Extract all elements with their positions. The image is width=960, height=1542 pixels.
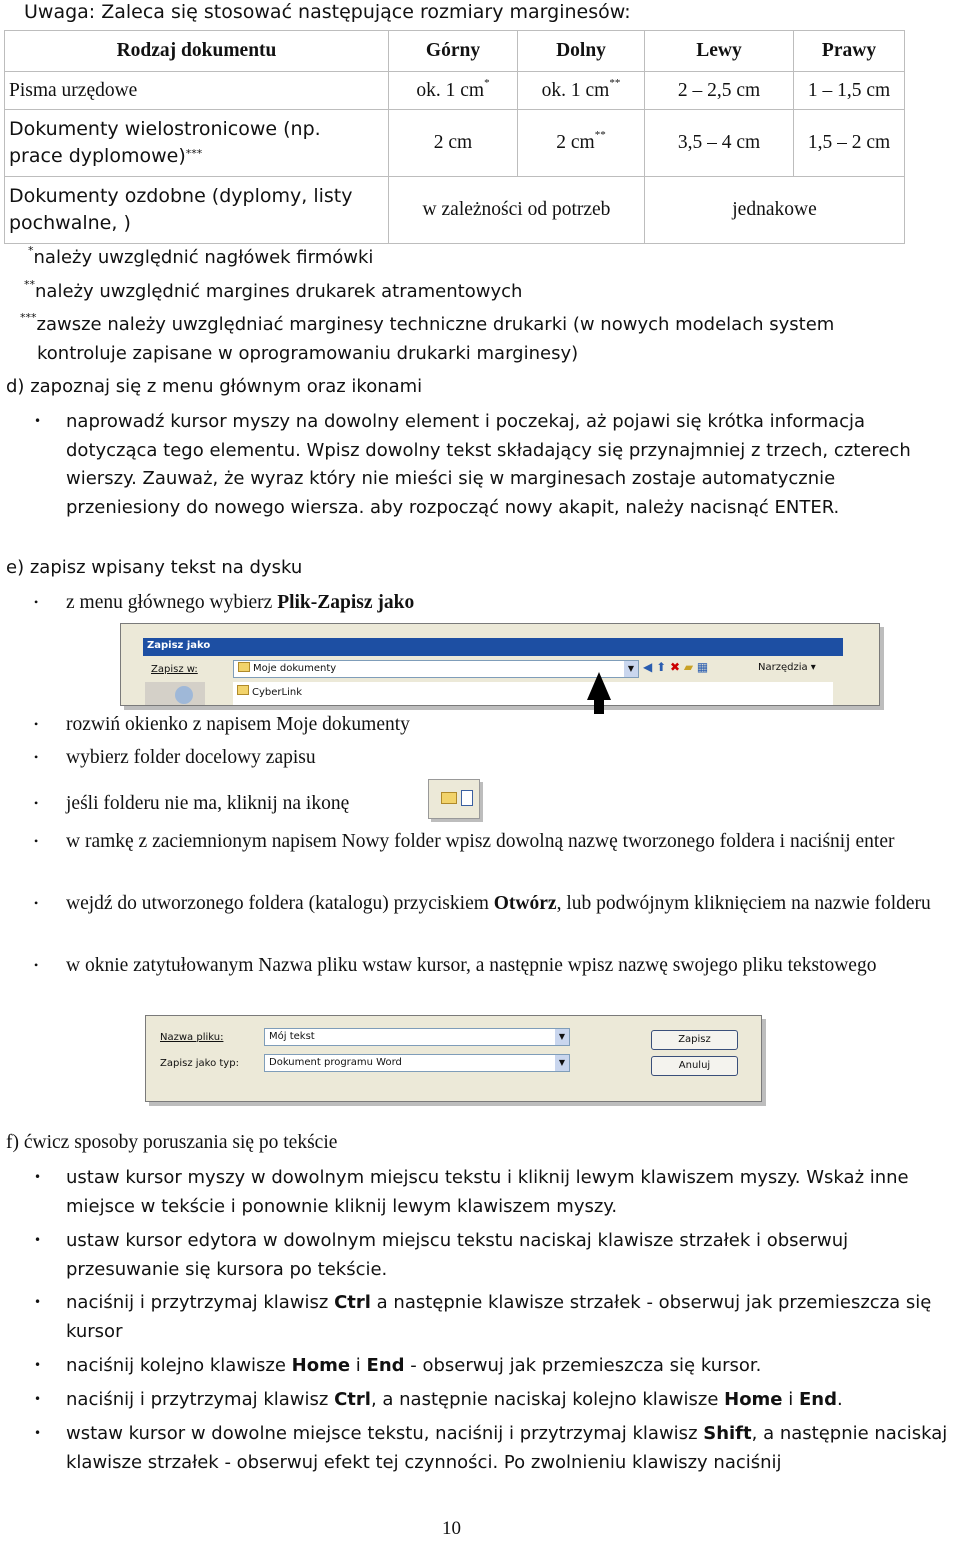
bullet: • [34,750,39,764]
header-doc-type: Rodzaj dokumentu [5,31,389,72]
button-name: Otwórz [493,893,557,914]
filename-value: Mój tekst [269,1031,315,1042]
key-name: Ctrl [334,1292,371,1313]
footnote-3-cont: kontroluje zapisane w oprogramowaniu drukarki marginesy) [37,343,579,364]
list-item-text: w oknie zatytułowanym Nazwa pliku wstaw kursor, a następnie wpisz nazwę swojego pliku tekstowego [66,955,877,976]
text-run: wejdź do utworzonego foldera (katalogu) przyciskiem [66,893,494,914]
text-run: . [836,1389,843,1410]
table-row [5,110,905,177]
file-list [233,682,833,705]
list-item-text [66,890,958,919]
new-folder-icon [441,792,457,804]
key-name: Shift [703,1423,752,1444]
cell-right: 1 – 1,5 cm [794,72,905,110]
list-item-text: rozwiń okienko z napisem Moje dokumenty [66,714,410,735]
new-folder-icon[interactable]: ▰ [683,660,694,674]
chevron-down-icon[interactable]: ▼ [555,1029,569,1045]
save-in-value: Moje dokumenty [253,663,337,674]
history-icon[interactable] [175,686,193,704]
footnote-1 [28,244,374,268]
delete-icon[interactable]: ✖ [669,660,681,674]
footnote-mark: ** [594,129,606,141]
save-in-label: Zapisz w: [151,664,198,675]
header-left: Lewy [645,31,794,72]
chevron-down-icon[interactable]: ▼ [555,1055,569,1071]
chevron-down-icon[interactable]: ▼ [624,661,638,677]
section-f-heading [6,1132,337,1154]
footnote-text: należy uwzględnić nagłówek firmówki [33,247,374,268]
footnote-mark: * [484,76,490,89]
header-bottom: Dolny [518,31,645,72]
toolbar-icons[interactable] [643,660,708,674]
list-item-text: naprowadź kursor myszy na dowolny element i poczekaj, aż pojawi się krótka informacja dotycząca tego elementu. Wpisz dowolny tekst składający się przynajmniej z trzech, czterech wierszy. Zauważ, że wyraz który nie mieści się w marginesach zostaje automatycznie przeniesiony do nowego wiersza. aby rozpocząć nowy akapit, należy nacisnąć ENTER. [66,411,911,518]
cell-doc-type [5,177,389,244]
filename-input[interactable] [264,1028,570,1046]
cell-bottom-value: ok. 1 cm [541,79,610,101]
cell-bottom-value: 2 cm [556,132,595,153]
bullet: • [34,1170,42,1184]
section-label: d) [6,376,25,397]
dialog-titlebar: Zapisz jako [143,638,843,656]
footnote-2 [24,278,523,302]
folder-icon [237,685,249,695]
cell-top-bottom: w zależności od potrzeb [389,177,645,244]
bullet: • [34,595,39,609]
folder-name: CyberLink [252,687,302,698]
footnote-mark: *** [185,147,203,160]
table-header-row [5,31,905,72]
cell-doc-type [5,110,389,177]
footnote-text: należy uwzględnić margines drukarek atramentowych [35,281,523,302]
intro-text: Uwaga: Zaleca się stosować następujące rozmiary marginesów: [24,1,631,23]
text-run: naciśnij i przytrzymaj klawisz [66,1389,335,1410]
cell-top: 2 cm [389,110,518,177]
section-d-heading [6,376,422,397]
footnote-3 [20,311,835,335]
text-run: z menu głównego wybierz [66,592,278,613]
footnote-mark: *** [20,311,37,324]
page-number: 10 [442,1518,461,1539]
list-item-text: ustaw kursor myszy w dowolnym miejscu tekstu i kliknij lewym klawiszem myszy. Wskaż inne miejsce w tekście i ponownie kliknij lewym klawiszem myszy. [66,1167,909,1217]
section-title: zapisz wpisany tekst na dysku [29,557,303,578]
bullet: • [34,1358,42,1372]
list-item-text: wybierz folder docelowy zapisu [66,747,316,768]
key-name: End [366,1355,405,1376]
section-label: e) [6,557,25,578]
list-item-text: ustaw kursor edytora w dowolnym miejscu tekstu naciskaj klawisze strzałek i obserwuj przesuwanie się kursora po tekście. [66,1230,849,1280]
list-item-text [66,589,958,618]
footnote-mark: * [28,244,34,257]
folder-icon [238,662,250,672]
bullet: • [34,1426,42,1440]
tools-label: Narzędzia [758,662,808,673]
bullet: • [34,896,39,910]
text-run: i [350,1355,367,1376]
text-run: , a następnie naciskaj klawisze strzałek - obserwuj efekt tej czynności. Po zwolnieniu klawiszy naciśnij [66,1423,948,1473]
cell-line: prace dyplomowe) [9,145,186,167]
section-title: ćwicz sposoby poruszania się po tekście [23,1132,338,1153]
menu-command: Plik-Zapisz jako [277,592,415,613]
footnote-mark: ** [24,278,35,291]
cancel-button[interactable]: Anuluj [651,1056,738,1076]
cell-doc-type: Pisma urzędowe [5,72,389,110]
cell-top [389,72,518,110]
save-as-dialog-screenshot [120,623,880,706]
bullet: • [34,1295,42,1309]
cell-line: Dokumenty wielostronicowe (np. [9,118,321,140]
cell-line: pochwalne, ) [9,212,131,234]
table-row [5,177,905,244]
list-item-text: w ramkę z zaciemnionym napisem Nowy folder wpisz dowolną nazwę tworzonego foldera i naciśnij enter [66,831,895,852]
cell-left: 3,5 – 4 cm [645,110,794,177]
bullet: • [34,796,39,810]
cell-bottom [518,72,645,110]
cell-top-value: ok. 1 cm [416,79,485,101]
new-folder-icon-image [428,779,480,819]
text-run: naciśnij kolejno klawisze [66,1355,292,1376]
dialog-body [143,638,843,705]
save-button[interactable]: Zapisz [651,1030,738,1050]
filename-dialog-screenshot [145,1015,762,1102]
bullet: • [34,1233,42,1247]
section-label: f) [6,1132,19,1153]
file-type-select[interactable] [264,1054,570,1072]
filename-label: Nazwa pliku: [160,1032,224,1043]
header-top: Górny [389,31,518,72]
margins-table [4,30,905,244]
bullet: • [34,958,39,972]
cell-right: 1,5 – 2 cm [794,110,905,177]
key-name: Home [291,1355,351,1376]
key-name: Home [724,1389,783,1410]
list-item-text [66,1386,958,1415]
footnote-mark: ** [609,76,621,89]
save-in-combo[interactable] [233,660,639,678]
bullet: • [34,717,39,731]
table-row [5,72,905,110]
header-right: Prawy [794,31,905,72]
text-run: i [782,1389,799,1410]
cell-line: Dokumenty ozdobne (dyplomy, listy [9,185,353,207]
text-run: naciśnij i przytrzymaj klawisz [66,1292,335,1313]
text-run: - obserwuj jak przemieszcza się kursor. [404,1355,762,1376]
footnote-text: zawsze należy uwzględniać marginesy techniczne drukarki (w nowych modelach system [36,314,835,335]
pointer-arrow-icon [584,670,614,716]
bullet: • [34,834,39,848]
list-item-text [66,1352,958,1381]
file-type-value: Dokument programu Word [269,1057,402,1068]
text-run: , lub podwójnym kliknięciem na nazwie folderu [556,893,931,914]
key-name: Ctrl [334,1389,371,1410]
bullet: • [34,1392,42,1406]
list-item[interactable] [237,685,302,698]
text-run: a następnie klawisze strzałek - obserwuj jak przemieszcza się kursor [66,1292,932,1342]
section-e-heading [6,557,302,578]
key-name: End [798,1389,837,1410]
cell-left: 2 – 2,5 cm [645,72,794,110]
file-type-label: Zapisz jako typ: [160,1058,239,1069]
places-bar [145,682,205,705]
tools-menu[interactable]: Narzędzia ▾ [758,662,816,673]
cell-left-right: jednakowe [645,177,905,244]
back-icon[interactable]: ◀ [643,660,653,674]
cell-bottom [518,110,645,177]
text-run: , a następnie naciskaj kolejno klawisze [370,1389,725,1410]
views-icon [461,790,473,806]
list-item-text: jeśli folderu nie ma, kliknij na ikonę [66,793,350,814]
views-icon[interactable]: ▦ [696,660,709,674]
up-folder-icon[interactable]: ⬆ [656,660,667,674]
bullet: • [34,414,42,428]
list-item-text [66,1420,958,1477]
text-run: wstaw kursor w dowolne miejsce tekstu, naciśnij i przytrzymaj klawisz [66,1423,704,1444]
section-title: zapoznaj się z menu głównym oraz ikonami [30,376,423,397]
list-item-text [66,1289,958,1346]
